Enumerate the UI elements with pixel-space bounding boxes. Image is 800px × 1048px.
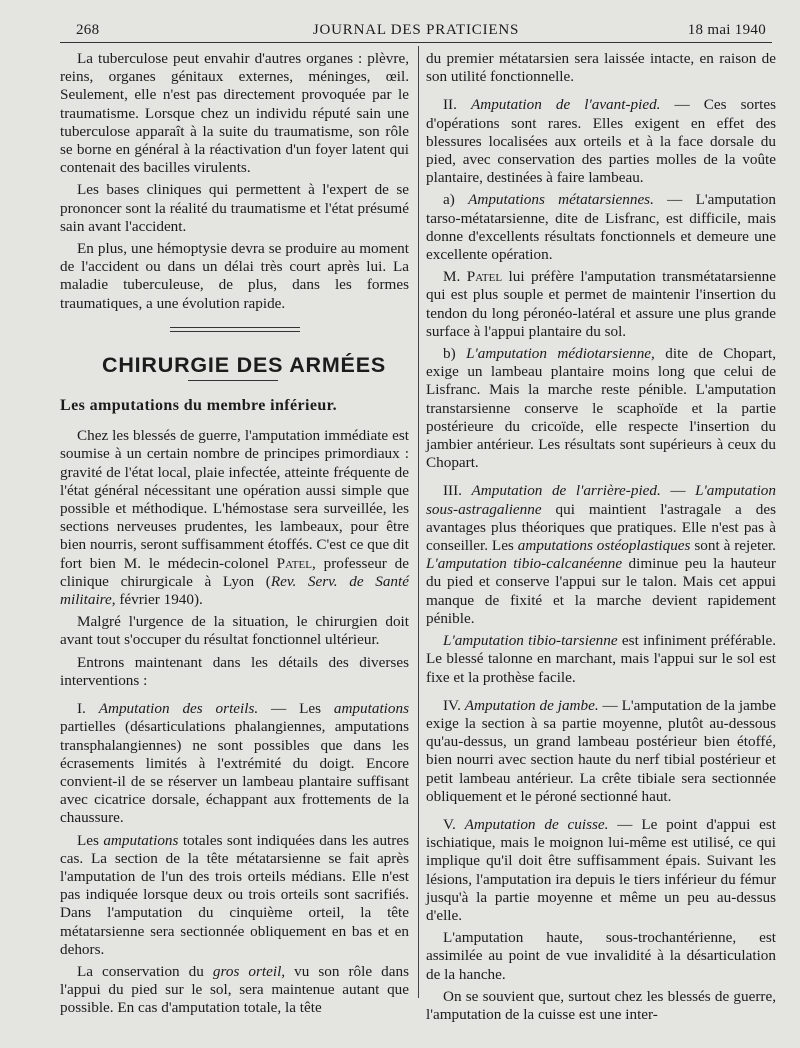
- paragraph: La tuberculose peut envahir d'autres organes : plèvre, reins, organes génitaux externes, méninges, œil. Seulement, elle n'est pas directement provoquée par le traumatisme. Lorsque chez un individu réputé sain une tuberculose apparaît à la suite du traumatisme, son rôle se borne en général à la réactivation d'un foyer latent qui contenait des bacilles virulents.: [60, 50, 409, 177]
- text-run: totales sont indiquées dans les autres cas. La section de la tête métatarsienne se fait après l'amputation de l'un des trois orteils médians. Elle n'est pas indiquée lorsque deux ou trois orteils sont sacrifiés. Dans l'amputation du cinquième orteil, la tête métatarsienne sera sectionnée obliquement en bas et en dehors.: [60, 831, 409, 958]
- text-run: — Ces sortes d'opérations sont rares. Elles exigent en effet des blessures localisées aux orteils et à la face dorsale du pied, avec conservation des parties molles de la voûte plantaire, destinées à faire lambeau.: [426, 96, 777, 187]
- left-column: [60, 50, 409, 1022]
- title-underline: [188, 380, 278, 381]
- italic-term: gros orteil,: [212, 962, 286, 980]
- text-run: La conservation du: [77, 962, 213, 980]
- italic-term: amputations ostéoplastiques: [517, 537, 691, 555]
- text-run: lui préfère l'amputation transmétatarsienne qui est plus souple et permet de maintenir l'insertion du tendon du long péronéo-latéral et assure une plus grande surface à l'appui plantaire du sol.: [426, 268, 776, 340]
- italic-term: amputations: [333, 700, 409, 718]
- text-run: Les: [77, 831, 104, 849]
- text-run: Chez les blessés de guerre, l'amputation immédiate est soumise à un certain nombre de principes primordiaux : gravité de l'état local, plaie infectée, atteinte fréquente de l'état général nécessitant une opération aussi simple que possible et méthodique. L'hémostase sera surveillée, les sections nerveuses prudentes, les lambeaux, pour être bien nourris, seront suffisamment étoffés. C'est ce que dit fort bien M. le médecin-colonel: [60, 427, 409, 572]
- text-run: — L'amputation de la jambe exige la section à sa partie moyenne, plutôt au-dessous qu'au-dessus, un grand lambeau postérieur bien étoffé, bien nourri avec section haute du nerf tibial postérieur et petit lambeau antérieur. La crête tibiale sera sectionnée obliquement et le péroné sectionné haut.: [426, 696, 776, 805]
- italic-term: L'amputation tibio-calcanéenne: [426, 555, 623, 573]
- text-run: est infiniment préférable. Le blessé talonne en marchant, mais l'appui sur le sol est fixe et la prothèse facile.: [426, 632, 777, 686]
- text-run: M.: [443, 268, 467, 286]
- text-run: dite de Chopart, exige un lambeau plantaire moins long que celui de Lisfranc. Mais la marche reste pénible. L'amputation transtarsienne conserve le scaphoïde et la partie postérieure du cricoïde, elle respecte l'insertion du jambier antérieur. Les résultats sont supérieurs à ceux du Chopart.: [426, 345, 776, 472]
- subsection-title: Amputation de l'arrière-pied.: [471, 482, 661, 500]
- issue-date: 18 mai 1940: [687, 22, 766, 38]
- paragraph: [426, 697, 776, 806]
- section-number: b): [443, 345, 467, 363]
- paragraph: En plus, une hémoptysie devra se produire au moment de l'accident ou dans un délai très court après lui. La maladie tuberculeuse, de plus, dans les formes traumatiques, a une évolution rapide.: [60, 240, 409, 312]
- journal-reference: Rev. Serv. de Santé militaire: [60, 572, 409, 609]
- paragraph: [60, 963, 409, 1018]
- column-divider: [418, 46, 419, 998]
- subsection-title: Amputation de l'avant-pied.: [470, 96, 661, 114]
- text-run: sont à rejeter.: [690, 537, 776, 555]
- paragraph: Les bases cliniques qui permettent à l'expert de se prononcer sont la réalité du traumatisme et l'état présumé sain avant l'accident.: [60, 181, 409, 235]
- subsection-title: Amputation de jambe.: [464, 696, 599, 714]
- paragraph: [60, 832, 409, 959]
- section-number: a): [443, 191, 469, 209]
- author-name: Patel: [466, 268, 503, 286]
- page-header: [60, 20, 772, 42]
- subsection-title: Amputation des orteils.: [98, 700, 259, 718]
- text-run: — Le point d'appui est ischiatique, mais le moignon lui-même est utilisé, ce qui implique qu'il doit être suffisamment épais. Suivant les lésions, l'amputation ira depuis le tiers inférieur du fémur jusqu'à la partie moyenne et même un peu au-dessus d'elle.: [426, 815, 777, 924]
- paragraph: du premier métatarsien sera laissée intacte, en raison de son utilité fonctionnelle.: [426, 50, 776, 86]
- header-rule: [60, 42, 772, 43]
- paragraph: [426, 632, 776, 687]
- paragraph: [426, 96, 776, 187]
- section-number: I.: [77, 700, 99, 718]
- paragraph: [426, 345, 776, 472]
- text-run: —: [660, 482, 696, 500]
- italic-term: L'amputation sous-astragalienne: [426, 482, 776, 518]
- paragraph: On se souvient que, surtout chez les blessés de guerre, l'amputation de la cuisse est une inter-: [426, 987, 776, 1023]
- paragraph: L'amputation haute, sous-trochantérienne, est assimilée au point de vue invalidité à la désarticulation de la hanche.: [426, 929, 776, 983]
- text-run: qui maintient l'astragale a des avantages plus théoriques que pratiques. Elle n'est pas à conseiller. Les: [426, 500, 776, 555]
- text-run: , février 1940).: [111, 591, 203, 609]
- paragraph: [60, 427, 409, 609]
- subsection-title: Amputation de cuisse.: [464, 815, 609, 833]
- section-number: II.: [443, 96, 471, 114]
- text-run: , professeur de clinique chirurgicale à Lyon (: [60, 554, 410, 590]
- paragraph: [426, 268, 776, 341]
- section-number: IV.: [443, 696, 465, 714]
- right-column: [426, 50, 776, 1028]
- subsection-title: L'amputation médiotarsienne,: [466, 345, 655, 363]
- journal-title: JOURNAL DES PRATICIENS: [312, 22, 520, 38]
- section-number: V.: [443, 815, 465, 833]
- paragraph: Malgré l'urgence de la situation, le chirurgien doit avant tout s'occuper du résultat fonctionnel ultérieur.: [60, 613, 409, 649]
- subsection-title: Amputations métatarsiennes.: [468, 191, 654, 209]
- section-separator: [170, 327, 300, 332]
- page-number: 268: [76, 22, 100, 38]
- italic-term: L'amputation tibio-tarsienne: [443, 632, 618, 650]
- text-run: partielles (désarticulations phalangiennes, amputations transphalangiennes) ne sont possibles que dans les écrasements limités à l'extrémité du doigt. Encore convient-il de se réserver un lambeau plantaire suffisant avec cicatrice dorsale, échappant aux frottements de la chaussure.: [60, 718, 409, 827]
- text-run: — Les: [258, 700, 334, 718]
- paragraph: Entrons maintenant dans les détails des diverses interventions :: [60, 653, 409, 689]
- paragraph: [426, 191, 776, 264]
- italic-term: amputations: [103, 831, 179, 849]
- text-run: — L'amputation tarso-métatarsienne, dite de Lisfranc, est difficile, mais donne d'excellents résultats fonctionnels et demeure une excellente opération.: [426, 191, 776, 264]
- paragraph: [426, 482, 776, 628]
- text-run: diminue peu la hauteur du pied et conserve l'appui sur le talon. Mais cet appui manque de fixité et la marche devient rapidement pénible.: [426, 555, 776, 627]
- article-subtitle: Les amputations du membre inférieur.: [60, 397, 338, 415]
- text-run: vu son rôle dans l'appui du pied sur le sol, sera maintenue autant que possible. En cas d'amputation totale, la tête: [60, 962, 409, 1017]
- paragraph: [426, 816, 776, 925]
- paragraph: [60, 700, 409, 827]
- section-title: CHIRURGIE DES ARMÉES: [102, 352, 386, 377]
- section-number: III.: [443, 482, 472, 500]
- author-name: Patel: [276, 554, 312, 572]
